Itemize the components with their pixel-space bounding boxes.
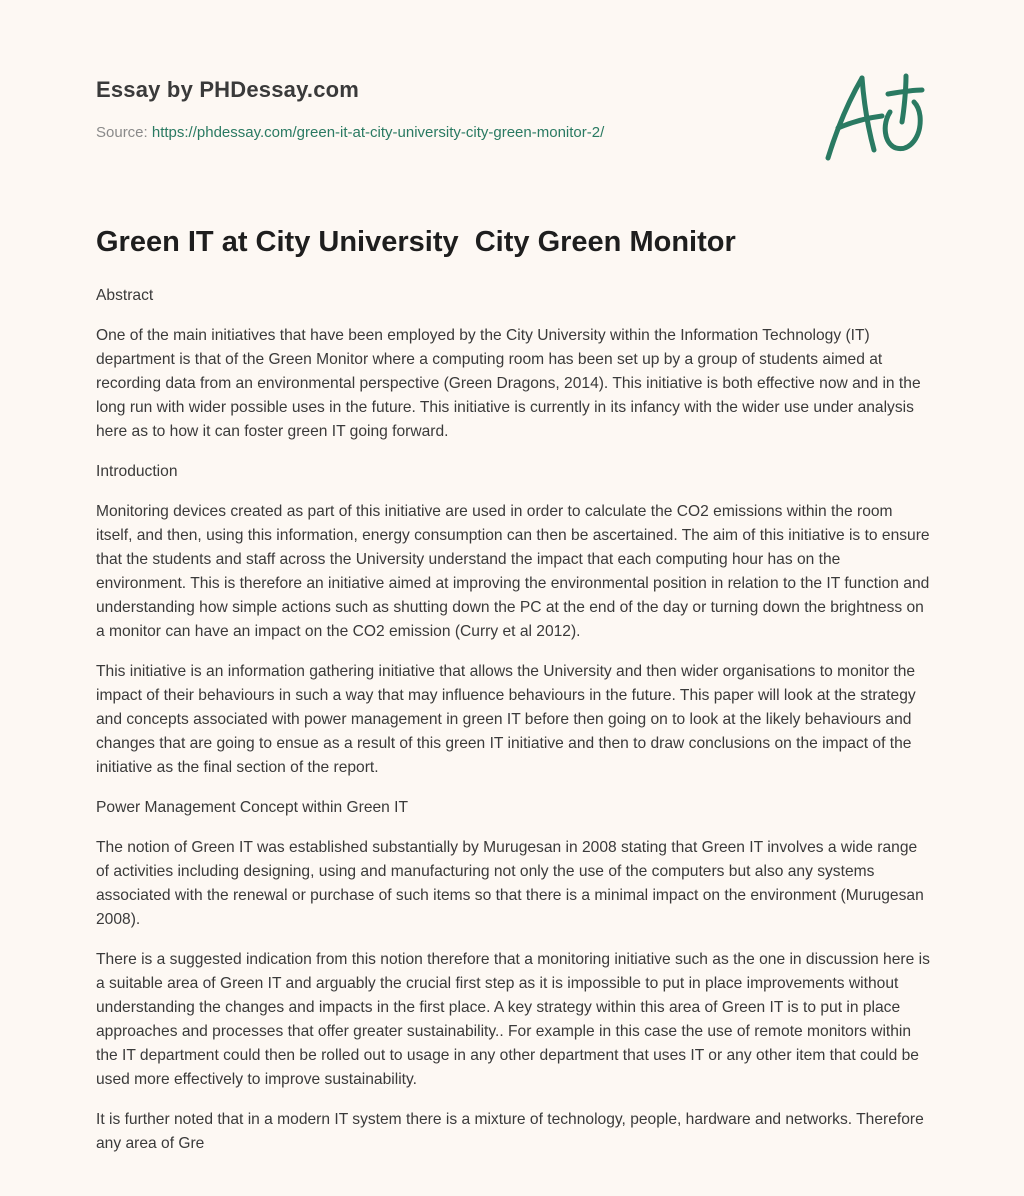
site-brand[interactable]: Essay by PHDessay.com	[96, 77, 360, 102]
a-plus-logo-icon	[822, 66, 926, 166]
section-heading-power-management: Power Management Concept within Green IT	[96, 799, 409, 816]
section-heading-abstract: Abstract	[96, 287, 154, 304]
paragraph: There is a suggested indication from this notion therefore that a monitoring initiative such as the one in discussion here is a suitable area of Green IT and arguably the crucial first step as it is impossible to put in place improvements without understanding the changes and impacts in the first place. A key strategy within this area of Green IT is to put in place approaches and processes that offer greater sustainability.. For example in this case the use of remote monitors within the IT department could then be rolled out to usage in any other department that uses IT or any other item that could be used more effectively to improve sustainability.	[96, 951, 930, 1088]
paragraph: The notion of Green IT was established substantially by Murugesan in 2008 stating that Green IT involves a wide range of activities including designing, using and manufacturing not only the use of the computers but also any systems associated with the renewal or purchase of such items so that there is a minimal impact on the environment (Murugesan 2008).	[96, 839, 924, 928]
paragraph: This initiative is an information gathering initiative that allows the University and then wider organisations to monitor the impact of their behaviours in such a way that may influence behaviours in the future. This paper will look at the strategy and concepts associated with power management in green IT before then going on to look at the likely behaviours and changes that are going to ensue as a result of this green IT initiative and then to draw conclusions on the impact of the initiative as the final section of the report.	[96, 663, 916, 776]
section-heading-introduction: Introduction	[96, 463, 178, 480]
source-label: Source:	[96, 124, 152, 141]
essay-title: Green IT at City University City Green Monitor	[96, 226, 736, 258]
source-line	[96, 124, 604, 141]
paragraph: It is further noted that in a modern IT system there is a mixture of technology, people, hardware and networks. Therefore any area of Gre	[96, 1111, 924, 1152]
essay-body	[96, 284, 932, 1172]
site-header	[96, 0, 928, 200]
source-link[interactable]: https://phdessay.com/green-it-at-city-university-city-green-monitor-2/	[151, 124, 605, 141]
paragraph: One of the main initiatives that have been employed by the City University within the Information Technology (IT) department is that of the Green Monitor where a computing room has been set up by a group of students aimed at recording data from an environmental perspective (Green Dragons, 2014). This initiative is both effective now and in the long run with wider possible uses in the future. This initiative is currently in its infancy with the wider use under analysis here as to how it can foster green IT going forward.	[96, 327, 921, 440]
paragraph: Monitoring devices created as part of this initiative are used in order to calculate the CO2 emissions within the room itself, and then, using this information, energy consumption can then be ascertained. The aim of this initiative is to ensure that the students and staff across the University understand the impact that each computing hour has on the environment. This is therefore an initiative aimed at improving the environmental position in relation to the IT function and understanding how simple actions such as shutting down the PC at the end of the day or turning down the brightness on a monitor can have an impact on the CO2 emission (Curry et al 2012).	[96, 503, 930, 640]
